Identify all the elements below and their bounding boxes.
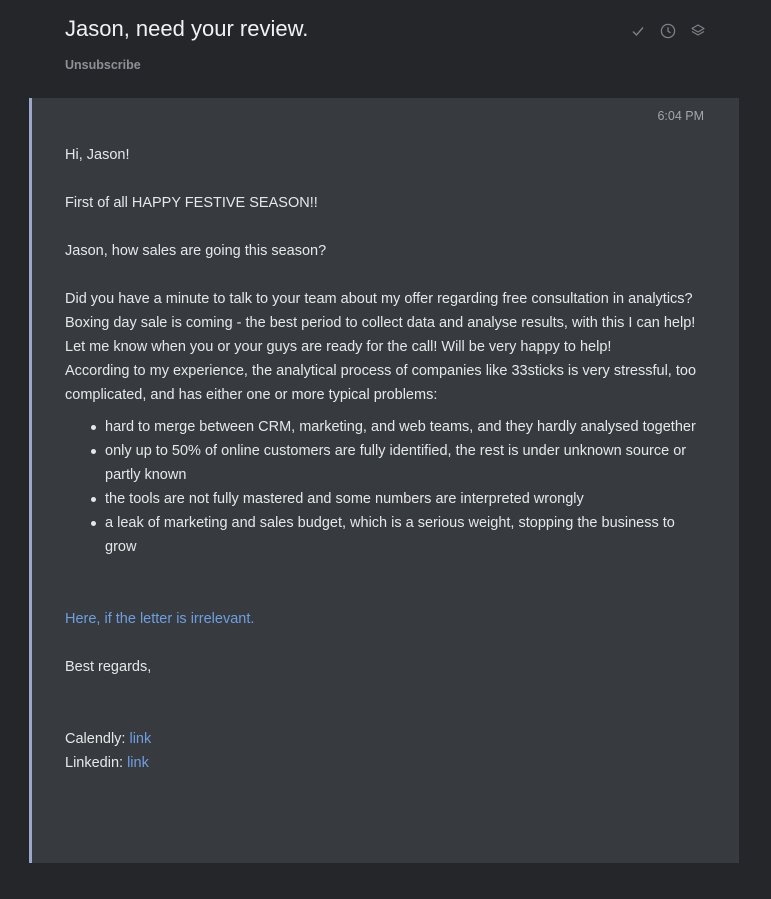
snooze-button[interactable]: [657, 20, 679, 42]
body-line-1: First of all HAPPY FESTIVE SEASON!!: [65, 195, 318, 211]
email-header: [0, 0, 771, 98]
calendly-line: [65, 727, 705, 751]
calendly-link[interactable]: link: [129, 731, 152, 747]
list-item: a leak of marketing and sales budget, which is a serious weight, stopping the business to grow: [105, 511, 705, 559]
check-icon: [631, 24, 645, 38]
irrelevant-link[interactable]: Here, if the letter is irrelevant.: [65, 611, 255, 627]
mark-done-button[interactable]: [627, 20, 649, 42]
list-item: only up to 50% of online customers are fully identified, the rest is under unknown source or partly known: [105, 439, 705, 487]
header-actions: [627, 20, 709, 42]
list-item: the tools are not fully mastered and some numbers are interpreted wrongly: [105, 487, 705, 511]
calendly-label: Calendly:: [65, 731, 130, 747]
layers-icon: [690, 23, 706, 39]
body-paragraph-1: Did you have a minute to talk to your team about my offer regarding free consultation in analytics? Boxing day sale is coming - the best period to collect data and analyse results, with this I can help!: [65, 291, 696, 331]
problem-list: [65, 415, 705, 559]
linkedin-line: [65, 751, 705, 775]
clock-icon: [660, 23, 676, 39]
email-subject: Jason, need your review.: [65, 16, 309, 41]
list-item: hard to merge between CRM, marketing, and web teams, and they hardly analysed together: [105, 415, 705, 439]
linkedin-link[interactable]: link: [127, 755, 149, 771]
body-paragraph-2: Let me know when you or your guys are ready for the call! Will be very happy to help!: [65, 339, 612, 355]
greeting: Hi, Jason!: [65, 147, 130, 163]
message-time: 6:04 PM: [657, 109, 704, 123]
move-button[interactable]: [687, 20, 709, 42]
unsubscribe-link[interactable]: Unsubscribe: [65, 58, 141, 72]
message-body: [65, 143, 705, 775]
message-card: [29, 98, 739, 863]
signoff: Best regards,: [65, 659, 152, 675]
body-paragraph-3: According to my experience, the analytical process of companies like 33sticks is very stressful, too complicated, and has either one or more typical problems:: [65, 363, 697, 403]
body-line-2: Jason, how sales are going this season?: [65, 243, 327, 259]
linkedin-label: Linkedin:: [65, 755, 128, 771]
